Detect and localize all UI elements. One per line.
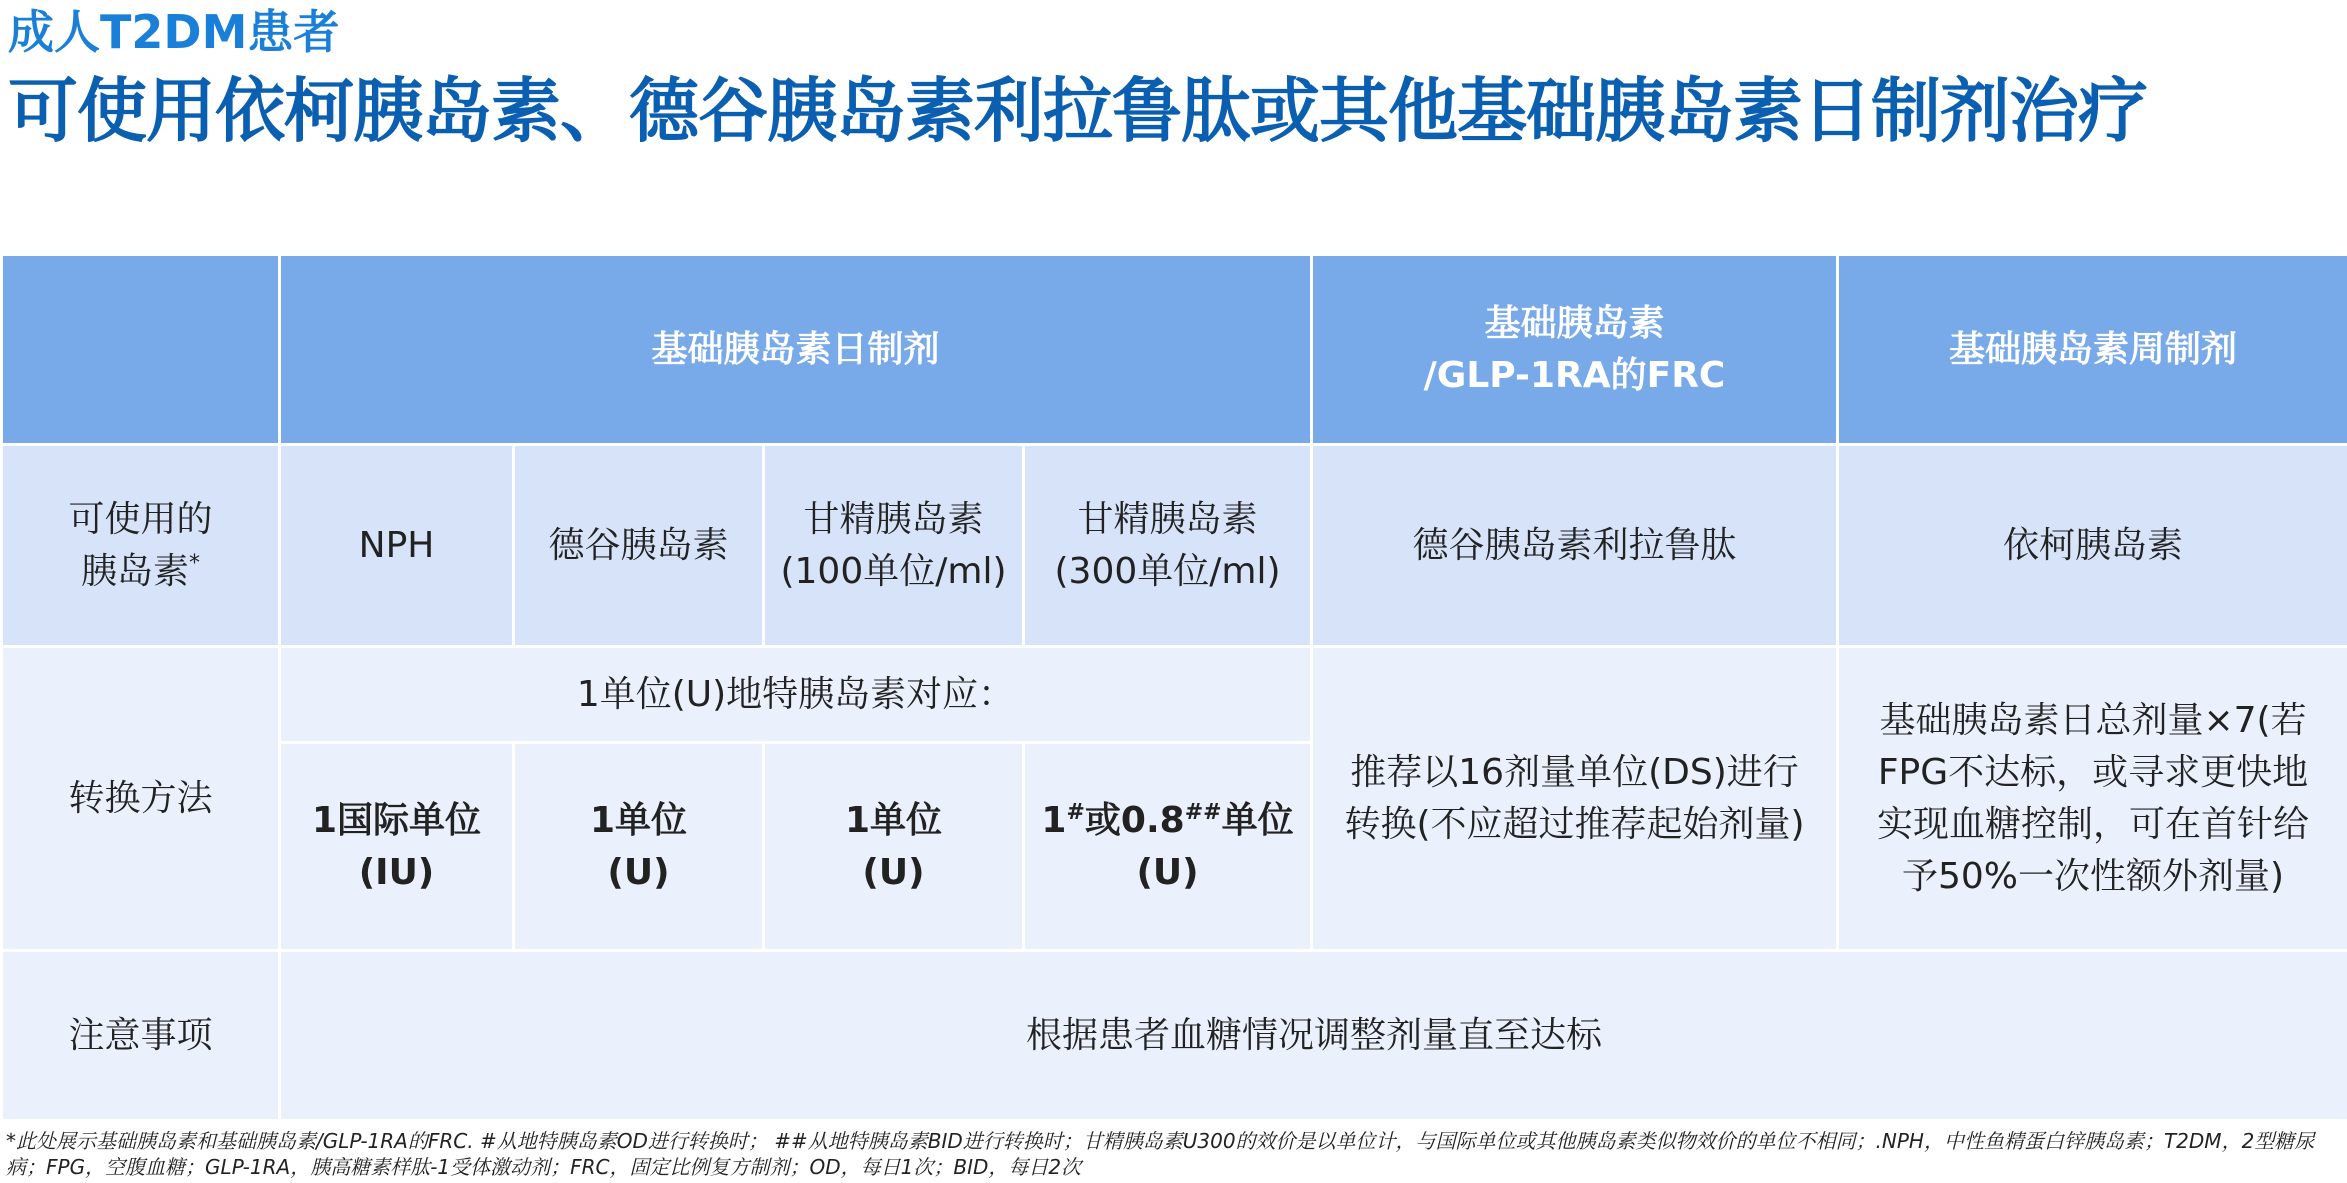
weekly-conversion-line3: 实现血糖控制，可在首针给 <box>1877 803 2310 845</box>
conversion-glargine-300-line2: (U) <box>1136 851 1199 893</box>
frc-conversion <box>1312 647 1838 951</box>
glargine-100-line1: 甘精胰岛素 <box>803 498 984 540</box>
insulin-nph: NPH <box>280 445 514 647</box>
frc-conversion-line1: 推荐以16剂量单位(DS)进行 <box>1350 751 1799 793</box>
table-header-row <box>2 255 2347 445</box>
weekly-conversion <box>1838 647 2347 951</box>
notes-text: 根据患者血糖情况调整剂量直至达标 <box>280 951 2347 1121</box>
insulin-icodec: 依柯胰岛素 <box>1838 445 2347 647</box>
conversion-degludec-line1: 1单位 <box>589 799 688 841</box>
header-empty-cell <box>2 255 280 445</box>
footnote-mark: * <box>189 550 200 576</box>
conversion-degludec <box>514 743 764 951</box>
conversion-row-label: 转换方法 <box>2 647 280 951</box>
insulin-glargine-300 <box>1024 445 1312 647</box>
insulin-degludec: 德谷胰岛素 <box>514 445 764 647</box>
frc-conversion-line2: 转换(不应超过推荐起始剂量) <box>1344 803 1805 845</box>
header-weekly-basal: 基础胰岛素周制剂 <box>1838 255 2347 445</box>
insulins-row-label <box>2 445 280 647</box>
footnote: *此处展示基础胰岛素和基础胰岛素/GLP-1RA的FRC. #从地特胰岛素OD进行转换时； ##从地特胰岛素BID进行转换时；甘精胰岛素U300的效价是以单位计，与国际单位或其他胰岛素类似物效价的单位不相同；.NPH，中性鱼精蛋白锌胰岛素；T2DM，2型糖尿病；FPG，空腹血糖；GLP-1RA，胰高糖素样肽-1受体激动剂；FRC，固定比例复方制剂；OD，每日1次；BID，每日2次 <box>6 1129 2315 1179</box>
subtitle: 成人T2DM患者 <box>8 5 340 59</box>
conversion-glargine-300 <box>1024 743 1312 951</box>
notes-row <box>2 951 2347 1121</box>
weekly-conversion-line1: 基础胰岛素日总剂量×7(若 <box>1879 699 2307 741</box>
conversion-table <box>0 253 2347 1122</box>
conversion-degludec-line2: (U) <box>607 851 670 893</box>
insulin-glargine-100 <box>764 445 1024 647</box>
header-frc-line1: 基础胰岛素 <box>1484 302 1665 344</box>
insulin-ideglira: 德谷胰岛素利拉鲁肽 <box>1312 445 1838 647</box>
conversion-nph-line2: (IU) <box>358 851 435 893</box>
conversion-glargine-100-line1: 1单位 <box>844 799 943 841</box>
conversion-glargine-100-line2: (U) <box>862 851 925 893</box>
glargine-300-line2: (300单位/ml) <box>1054 550 1281 592</box>
glargine-300-line1: 甘精胰岛素 <box>1077 498 1258 540</box>
weekly-conversion-line4: 予50%一次性额外剂量) <box>1901 855 2285 897</box>
notes-row-label: 注意事项 <box>2 951 280 1121</box>
conversion-nph-line1: 1国际单位 <box>311 799 482 841</box>
conversion-nph <box>280 743 514 951</box>
detemir-intro: 1单位(U)地特胰岛素对应： <box>280 647 1312 743</box>
weekly-conversion-line2: FPG不达标，或寻求更快地 <box>1877 751 2309 793</box>
insulins-row <box>2 445 2347 647</box>
insulins-label-line2: 胰岛素* <box>80 550 200 592</box>
glargine-100-line2: (100单位/ml) <box>780 550 1007 592</box>
conversion-glargine-100 <box>764 743 1024 951</box>
insulins-label-line1: 可使用的 <box>68 498 213 540</box>
page-title: 可使用依柯胰岛素、德谷胰岛素利拉鲁肽或其他基础胰岛素日制剂治疗 <box>8 70 2147 152</box>
conversion-glargine-300-line1: 1#或0.8##单位 <box>1041 799 1294 841</box>
header-daily-basal: 基础胰岛素日制剂 <box>280 255 1312 445</box>
conversion-row-intro <box>2 647 2347 743</box>
header-frc-line2: /GLP-1RA的FRC <box>1423 354 1726 396</box>
header-frc <box>1312 255 1838 445</box>
